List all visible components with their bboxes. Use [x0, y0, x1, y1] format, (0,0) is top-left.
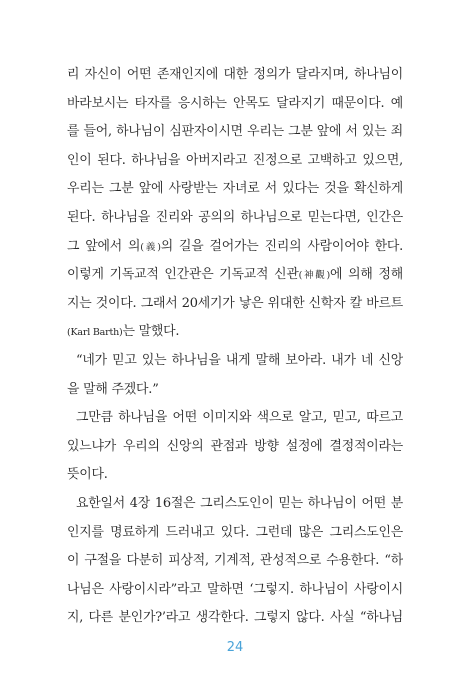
text-segment: 는 말했다.: [122, 324, 180, 340]
text-segment: 의 길을 걸어가는 진리의 사람이어야 한다.: [160, 238, 403, 254]
text-line: 인지를 명료하게 드러내고 있다. 그런데 많은 그리스도인은: [67, 524, 403, 540]
page-body: [67, 61, 403, 633]
text-segment: 그 앞에서 의: [67, 238, 141, 254]
text-line: 그만큼 하나님을 어떤 이미지와 색으로 알고, 믿고, 따르고: [76, 410, 403, 426]
text-line: 인이 된다. 하나님을 아버지라고 진정으로 고백하고 있으면,: [67, 152, 403, 168]
text-line: 바라보시는 타자를 응시하는 안목도 달라지기 때문이다. 예: [67, 95, 403, 111]
text-line: 요한일서 4장 16절은 그리스도인이 믿는 하나님이 어떤 분: [76, 495, 403, 511]
text-line: 뜻이다.: [67, 467, 108, 483]
text-line: [67, 233, 403, 262]
text-segment: 이렇게 기독교적 인간관은 기독교적 신관: [67, 267, 299, 283]
text-line: [67, 261, 403, 290]
text-line: 리 자신이 어떤 존재인지에 대한 정의가 달라지며, 하나님이: [67, 67, 403, 82]
text-line: 있느냐가 우리의 신앙의 관점과 방향 설정에 결정적이라는: [67, 438, 403, 454]
quote-line: “네가 믿고 있는 하나님을 내게 말해 보아라. 내가 네 신앙: [76, 352, 403, 368]
text-line: 지, 다른 분인가?’라고 생각한다. 그렇지 않다. 사실 “하나님: [67, 610, 403, 626]
hanja-annotation: (義): [140, 241, 161, 253]
text-line: 우리는 그분 앞에 사랑받는 자녀로 서 있다는 것을 확신하게: [67, 181, 403, 197]
text-line: 나님은 사랑이시라”라고 말하면 ‘그렇지. 하나님이 사랑이시: [67, 581, 403, 597]
hanja-annotation: (神觀): [298, 270, 331, 282]
text-line: 이 구절을 다분히 피상적, 기계적, 관성적으로 수용한다. “하: [67, 553, 403, 569]
text-line: [67, 318, 403, 347]
text-line: 된다. 하나님을 진리와 공의의 하나님으로 믿는다면, 인간은: [67, 209, 403, 225]
name-annotation: (Karl Barth): [67, 327, 123, 339]
quote-line: 을 말해 주겠다.”: [67, 381, 159, 397]
text-line: 를 들어, 하나님이 심판자이시면 우리는 그분 앞에 서 있는 죄: [67, 124, 403, 140]
page-number: 24: [226, 640, 244, 655]
text-segment: 에 의해 정해: [330, 267, 403, 283]
text-line: 지는 것이다. 그래서 20세기가 낳은 위대한 신학자 칼 바르트: [67, 295, 403, 311]
